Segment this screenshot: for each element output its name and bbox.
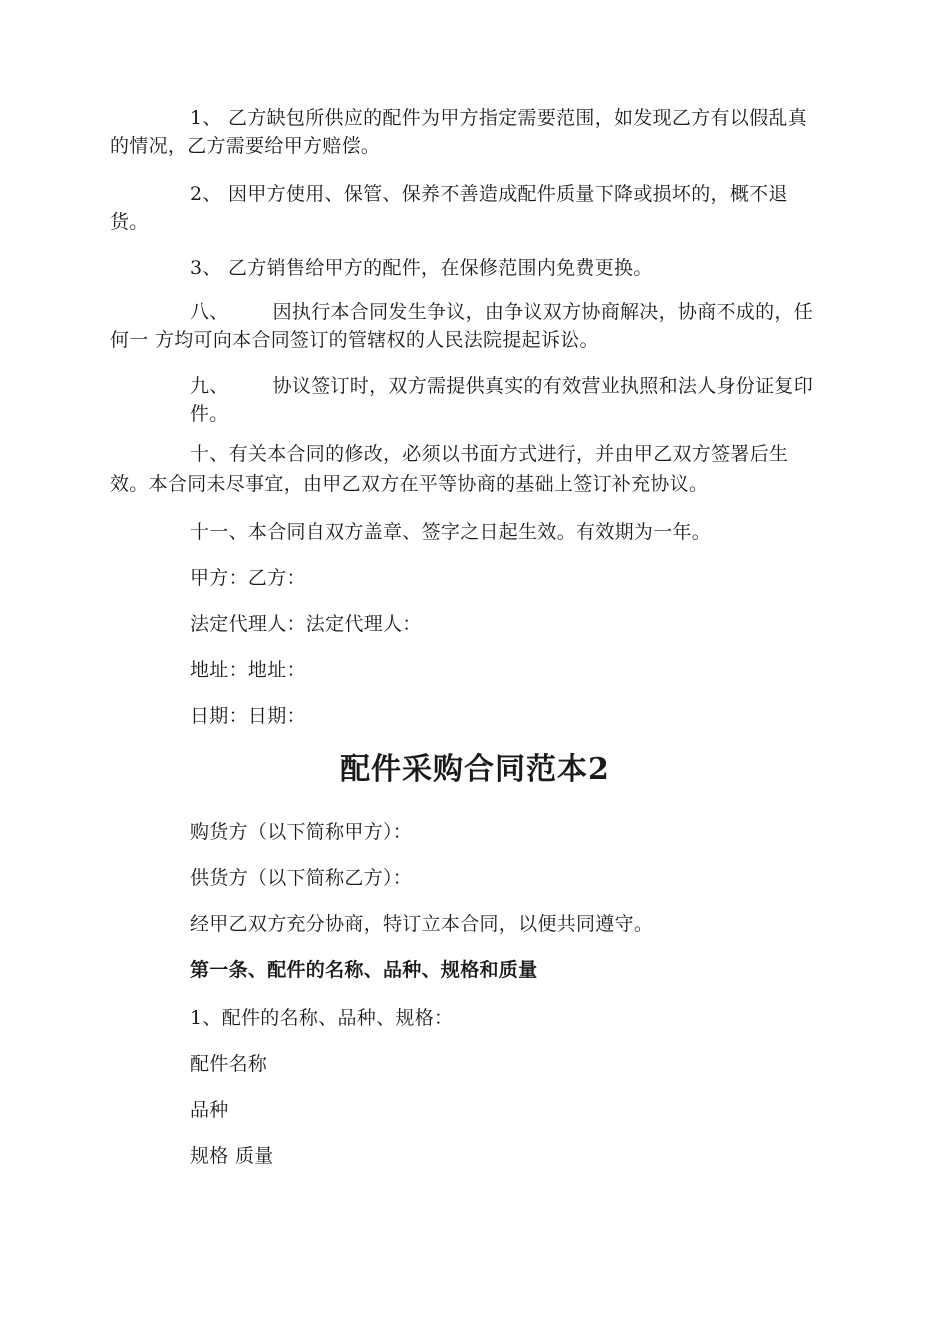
article9-line2: 件。 <box>190 403 229 425</box>
field-variety: 品种 <box>190 1099 229 1121</box>
clause1-item1: 1、配件的名称、品种、规格： <box>190 1007 454 1029</box>
item3: 3、 乙方销售给甲方的配件，在保修范围内免费更换。 <box>190 257 653 279</box>
field-name: 配件名称 <box>190 1053 268 1075</box>
article9-text1: 协议签订时，双方需提供真实的有效营业执照和法人身份证复印 <box>272 375 814 397</box>
article10-line2: 效。本合同未尽事宜，由甲乙双方在平等协商的基础上签订补充协议。 <box>110 473 709 495</box>
buyer-line: 购货方（以下简称甲方）： <box>190 821 413 843</box>
field-spec-quality: 规格 质量 <box>190 1145 274 1167</box>
article9-line1 <box>190 372 813 400</box>
article9-number: 九、 <box>190 375 229 397</box>
article11: 十一、本合同自双方盖章、签字之日起生效。有效期为一年。 <box>190 521 712 543</box>
article8-line1 <box>190 298 813 326</box>
item1-line2: 的情况，乙方需要给甲方赔偿。 <box>110 135 381 157</box>
clause1-heading: 第一条、配件的名称、品种、规格和质量 <box>190 959 538 981</box>
article8-text1: 因执行本合同发生争议，由争议双方协商解决，协商不成的，任 <box>272 301 814 323</box>
preamble: 经甲乙双方充分协商，特订立本合同，以便共同遵守。 <box>190 913 654 935</box>
contract-title: 配件采购合同范本2 <box>340 752 610 787</box>
item1-line1: 1、 乙方缺包所供应的配件为甲方指定需要范围，如发现乙方有以假乱真 <box>190 107 808 129</box>
seller-line: 供货方（以下简称乙方）： <box>190 867 413 889</box>
article10-line1: 十、有关本合同的修改，必须以书面方式进行，并由甲乙双方签署后生 <box>190 443 789 465</box>
signature-address: 地址：地址： <box>190 659 306 681</box>
signature-date: 日期：日期： <box>190 705 306 727</box>
article8-line2: 何一 方均可向本合同签订的管辖权的人民法院提起诉讼。 <box>110 329 599 351</box>
article8-number: 八、 <box>190 301 229 323</box>
signature-parties: 甲方：乙方： <box>190 567 306 589</box>
item2-line2: 货。 <box>110 211 149 233</box>
signature-representatives: 法定代理人：法定代理人： <box>190 613 422 635</box>
item2-line1: 2、 因甲方使用、保管、保养不善造成配件质量下降或损坏的，概不退 <box>190 183 788 205</box>
